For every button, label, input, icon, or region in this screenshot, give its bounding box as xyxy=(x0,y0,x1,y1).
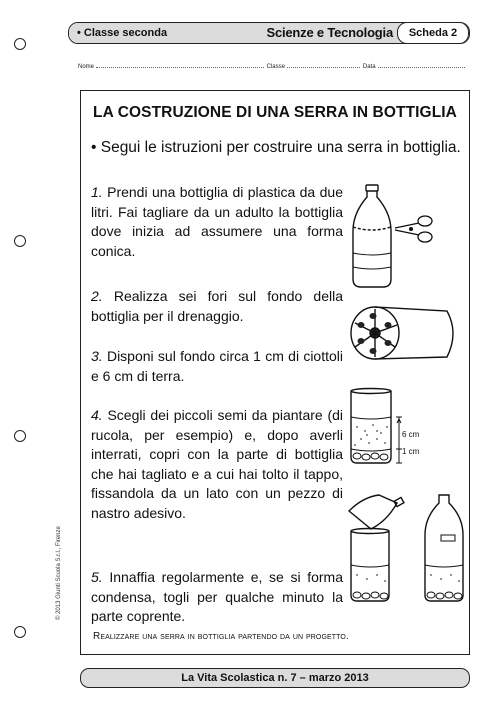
greenhouse-illustration xyxy=(345,491,469,605)
step-5 xyxy=(91,568,343,627)
bottle-cutting-illustration xyxy=(347,183,467,291)
name-field[interactable] xyxy=(96,64,264,68)
step-3 xyxy=(91,347,343,386)
instructions-intro: • Segui le istruzioni per costruire una serra in bottiglia. xyxy=(91,139,461,156)
class-label: • Classe seconda xyxy=(77,27,168,39)
step-number: 3. xyxy=(91,348,103,364)
binder-hole xyxy=(14,430,26,442)
step-text: Innaffia regolarmente e, se si forma condensa, togli per qualche minuto la parte coprente. xyxy=(91,569,344,625)
step-text: Realizza sei fori sul fondo della bottiglia per il drenaggio. xyxy=(91,288,344,324)
name-label: Nome xyxy=(78,64,95,70)
student-info-line xyxy=(78,64,468,70)
pebbles-depth-label: 1 cm xyxy=(402,447,420,456)
binder-hole xyxy=(14,38,26,50)
class-field[interactable] xyxy=(287,64,360,68)
sheet-badge: Scheda 2 xyxy=(397,22,469,44)
step-text: Prendi una bottiglia di plastica da due litri. Fai tagliare da un adulto la bottiglia dove inizia ad assumere una forma conica. xyxy=(91,184,343,259)
worksheet-footer: Realizzare una serra in bottiglia partendo da un progetto. xyxy=(93,631,349,642)
step-4 xyxy=(91,406,343,524)
soil-depth-label: 6 cm xyxy=(402,430,420,439)
step-number: 4. xyxy=(91,407,103,423)
class-field-label: Classe xyxy=(266,64,285,70)
drainage-holes-illustration xyxy=(347,303,467,363)
copyright-notice: © 2013 Giunti Scuola S.r.l., Firenze xyxy=(56,526,62,620)
step-text: Disponi sul fondo circa 1 cm di ciottoli e 6 cm di terra. xyxy=(91,348,343,384)
step-number: 5. xyxy=(91,569,103,585)
binder-hole xyxy=(14,235,26,247)
step-1 xyxy=(91,183,343,261)
step-number: 1. xyxy=(91,184,103,200)
step-2 xyxy=(91,287,343,326)
subject-title: Scienze e Tecnologia xyxy=(266,25,393,40)
step-number: 2. xyxy=(91,288,103,304)
step-text: Scegli dei piccoli semi da piantare (di rucola, per esempio) e, dopo averli interrati, copri con la parte di bottiglia che hai tagliato e a cui hai tolto il tappo, fissandola da un lato con un pezzo di nastro adesivo. xyxy=(91,407,343,521)
worksheet-title: LA COSTRUZIONE DI UNA SERRA IN BOTTIGLIA xyxy=(93,104,457,121)
date-field[interactable] xyxy=(378,64,465,68)
date-label: Data xyxy=(362,64,376,70)
worksheet-box xyxy=(80,90,470,655)
header-band xyxy=(68,22,470,44)
magazine-footer: La Vita Scolastica n. 7 – marzo 2013 xyxy=(80,668,470,688)
scissors-icon xyxy=(395,216,432,242)
binder-hole xyxy=(14,626,26,638)
